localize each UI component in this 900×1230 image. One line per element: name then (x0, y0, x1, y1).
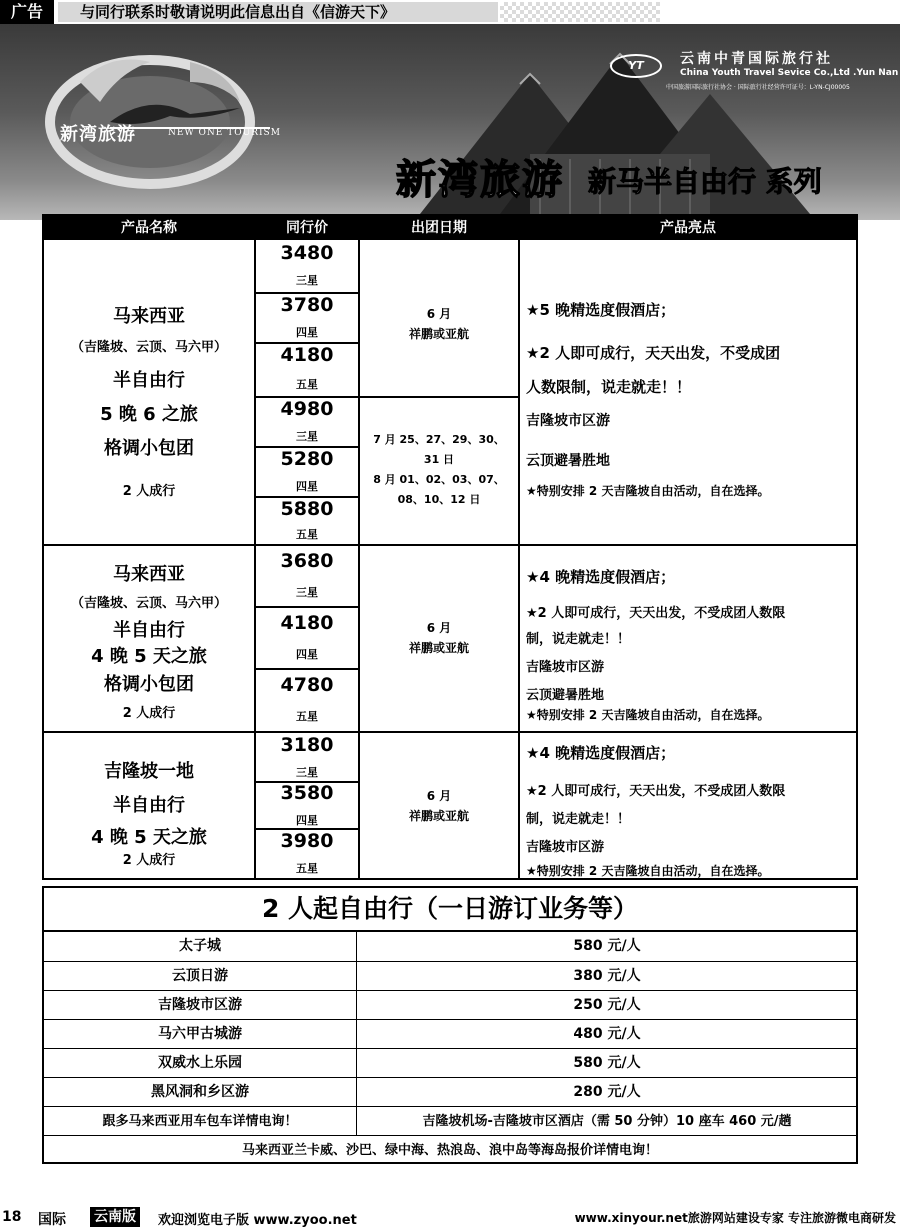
price-value: 4980 (280, 398, 334, 420)
agency-logo-icon: YT (610, 54, 662, 78)
table-header (44, 216, 856, 240)
product-type: 半自由行 (113, 370, 185, 391)
date-airline: 祥鹏或亚航 (408, 809, 469, 823)
extras-title: 2 人起自由行（一日游订业务等） (261, 894, 639, 923)
product-type: 半自由行 (113, 795, 185, 816)
tour-price: 480 元/人 (573, 1026, 641, 1042)
footer-website-left[interactable]: 欢迎浏览电子版 www.zyoo.net (158, 1213, 357, 1228)
tour-name: 黑风洞和乡区游 (151, 1084, 249, 1100)
highlight-line: ★4 晚精选度假酒店； (526, 568, 676, 586)
highlight-line: 制，说走就走！！ (526, 812, 631, 827)
col-divider (356, 930, 357, 1136)
footer-website-right[interactable]: www.xinyour.net旅游网站建设专家 专注旅游微电商研发 (574, 1211, 896, 1225)
logo-english: NEW ONE TOURISM (168, 128, 281, 138)
hero-title: 新湾旅游 (396, 157, 564, 203)
price-value: 3480 (280, 242, 334, 264)
logo-swirl-icon (40, 42, 310, 192)
date-airline: 祥鹏或亚航 (408, 641, 469, 655)
highlight-line: 云顶避暑胜地 (526, 688, 605, 703)
product-duration: 4 晚 5 天之旅 (91, 646, 207, 667)
header-price: 同行价 (286, 220, 328, 236)
tour-name: 云顶日游 (172, 968, 228, 984)
section-label: 国际 (38, 1212, 66, 1228)
agency-name-cn: 云南中青国际旅行社 (680, 51, 833, 67)
tour-name: 双威水上乐园 (158, 1055, 242, 1071)
agency-license: 中国旅游国际旅行社协会 · 国际旅行社经营许可证号：L-YN-CJ00005 (666, 84, 850, 91)
product-duration: 5 晚 6 之旅 (100, 404, 198, 425)
product-min: 2 人成行 (122, 706, 176, 721)
tour-price: 580 元/人 (573, 938, 641, 954)
star-level: 五星 (296, 528, 318, 541)
star-level: 三星 (296, 274, 318, 287)
product-type: 半自由行 (113, 620, 185, 641)
airport-transfer-price: 吉隆坡机场-吉隆坡市区酒店（需 50 分钟）10 座车 460 元/趟 (422, 1114, 792, 1129)
highlight-line: ★2 人即可成行，天天出发，不受成团人数限 (526, 784, 786, 799)
star-level: 三星 (296, 766, 318, 779)
tour-price: 250 元/人 (573, 997, 641, 1013)
date-line: 8 月 01、02、03、07、 (373, 473, 505, 486)
highlight-line: 云顶避暑胜地 (526, 453, 610, 469)
star-level: 五星 (296, 710, 318, 723)
group-divider (44, 731, 856, 733)
highlight-line: ★2 人即可成行，天天出发，不受成团 (526, 344, 781, 362)
tour-price: 380 元/人 (573, 968, 641, 984)
checker-decoration (500, 2, 660, 22)
extras-row (44, 1049, 856, 1078)
date-line: 31 日 (423, 453, 455, 466)
extras-row (44, 962, 856, 991)
highlight-line: 吉隆坡市区游 (526, 660, 605, 675)
ad-tag: 广告 (0, 0, 54, 24)
star-level: 四星 (296, 814, 318, 827)
price-value: 3580 (280, 782, 334, 804)
price-value: 5880 (280, 498, 334, 520)
date-line: 7 月 25、27、29、30、 (373, 433, 505, 446)
highlight-line: ★特别安排 2 天吉隆坡自由活动，自在选择。 (526, 708, 770, 722)
page-footer (0, 1206, 900, 1230)
agency-name-en: China Youth Travel Sevice Co.,Ltd .Yun Nan (680, 68, 899, 78)
highlight-line: ★特别安排 2 天吉隆坡自由活动，自在选择。 (526, 484, 770, 498)
date-month: 6 月 (426, 307, 452, 321)
star-level: 四星 (296, 326, 318, 339)
product-title: 马来西亚 (113, 306, 185, 327)
price-value: 3980 (280, 830, 334, 852)
product-style: 格调小包团 (104, 438, 194, 459)
date-line: 08、10、12 日 (397, 493, 481, 506)
departure-date (360, 430, 518, 510)
product-title: 吉隆坡一地 (104, 761, 194, 782)
departure-date (360, 786, 518, 826)
price-value: 3180 (280, 734, 334, 756)
departure-date (360, 304, 518, 344)
tour-price: 580 元/人 (573, 1055, 641, 1071)
tour-name: 太子城 (179, 938, 221, 954)
ad-header (0, 0, 900, 24)
price-divider (256, 606, 358, 608)
price-value: 3680 (280, 550, 334, 572)
ad-notice: 与同行联系时敬请说明此信息出自《信游天下》 (58, 2, 498, 22)
star-level: 五星 (296, 378, 318, 391)
star-level: 三星 (296, 586, 318, 599)
header-product: 产品名称 (121, 220, 177, 236)
product-route: （吉隆坡、云顶、马六甲） (70, 596, 227, 611)
price-value: 4180 (280, 344, 334, 366)
header-date: 出团日期 (411, 220, 467, 236)
product-style: 格调小包团 (104, 674, 194, 695)
price-value: 5280 (280, 448, 334, 470)
islands-note: 马来西亚兰卡威、沙巴、绿中海、热浪岛、浪中岛等海岛报价详情电询！ (241, 1143, 658, 1158)
hero-subtitle: 新马半自由行 系列 (588, 165, 822, 198)
price-value: 4180 (280, 612, 334, 634)
product-duration: 4 晚 5 天之旅 (91, 827, 207, 848)
product-min: 2 人成行 (122, 484, 176, 499)
highlight-line: 吉隆坡市区游 (526, 840, 605, 855)
hero-banner (0, 24, 900, 220)
tour-name: 马六甲古城游 (158, 1026, 242, 1042)
departure-date (360, 618, 518, 658)
product-table (42, 214, 858, 880)
extras-row (44, 932, 856, 961)
extras-row (44, 1020, 856, 1049)
date-divider (360, 396, 518, 398)
highlight-line: ★5 晚精选度假酒店； (526, 301, 676, 319)
product-route: （吉隆坡、云顶、马六甲） (70, 340, 227, 355)
star-level: 三星 (296, 430, 318, 443)
header-highlights: 产品亮点 (660, 220, 716, 236)
extras-row (44, 1107, 856, 1136)
car-rental-note: 跟多马来西亚用车包车详情电询！ (102, 1114, 298, 1129)
tour-price: 280 元/人 (573, 1084, 641, 1100)
product-min: 2 人成行 (122, 853, 176, 868)
date-month: 6 月 (426, 621, 452, 635)
price-value: 4780 (280, 674, 334, 696)
col-divider (518, 216, 520, 878)
extras-table (42, 886, 858, 1164)
date-airline: 祥鹏或亚航 (408, 327, 469, 341)
product-title: 马来西亚 (113, 564, 185, 585)
date-month: 6 月 (426, 789, 452, 803)
logo-text: 新湾旅游 (60, 124, 136, 145)
star-level: 四星 (296, 480, 318, 493)
edition-badge: 云南版 (90, 1207, 140, 1227)
highlight-line: 吉隆坡市区游 (526, 413, 610, 429)
highlight-line: ★4 晚精选度假酒店； (526, 744, 676, 762)
highlight-line: 人数限制，说走就走！！ (526, 378, 692, 396)
star-level: 四星 (296, 648, 318, 661)
tour-name: 吉隆坡市区游 (158, 997, 242, 1013)
highlight-line: ★特别安排 2 天吉隆坡自由活动，自在选择。 (526, 864, 770, 878)
page-number: 18 (2, 1209, 22, 1225)
price-value: 3780 (280, 294, 334, 316)
extras-row (44, 1078, 856, 1107)
star-level: 五星 (296, 862, 318, 875)
group-divider (44, 544, 856, 546)
price-divider (256, 668, 358, 670)
highlight-line: 制，说走就走！！ (526, 632, 631, 647)
extras-row (44, 991, 856, 1020)
highlight-line: ★2 人即可成行，天天出发，不受成团人数限 (526, 606, 786, 621)
